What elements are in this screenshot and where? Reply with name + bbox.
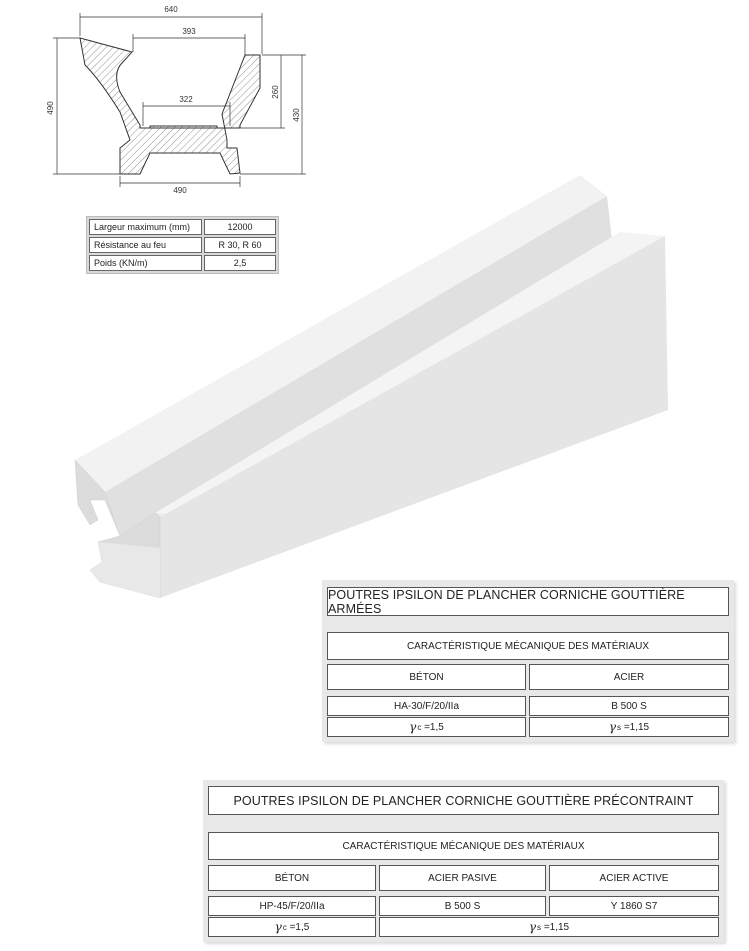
spec-value: 12000 xyxy=(204,219,276,235)
gamma-subscript: s xyxy=(617,722,622,732)
armees-col-acier: ACIER xyxy=(529,664,729,690)
dim-inner-bottom: 322 xyxy=(179,95,193,104)
spec-value: 2,5 xyxy=(204,255,276,271)
beam-illustration xyxy=(60,170,680,610)
gamma-subscript: c xyxy=(282,922,287,932)
gamma-symbol: γ xyxy=(409,720,417,734)
precontraint-title: POUTRES IPSILON DE PLANCHER CORNICHE GOUTTIÈRE PRÉCONTRAINT xyxy=(208,786,719,815)
armees-title: POUTRES IPSILON DE PLANCHER CORNICHE GOUTTIÈRE ARMÉES xyxy=(327,587,729,616)
precontraint-col-active: ACIER ACTIVE xyxy=(549,865,719,891)
gamma-subscript: s xyxy=(537,922,542,932)
gamma-subscript: c xyxy=(417,722,422,732)
precontraint-active-value: Y 1860 S7 xyxy=(549,896,719,916)
gamma-symbol: γ xyxy=(528,920,537,934)
gamma-symbol: γ xyxy=(274,920,282,934)
precontraint-header: CARACTÉRISTIQUE MÉCANIQUE DES MATÉRIAUX xyxy=(208,832,719,860)
precontraint-beton-value: HP-45/F/20/IIa xyxy=(208,896,376,916)
dim-top-width: 640 xyxy=(164,5,178,14)
dim-height-left: 490 xyxy=(46,101,55,115)
dim-height-right: 430 xyxy=(292,108,301,122)
precontraint-gamma-c xyxy=(208,917,376,937)
armees-beton-value: HA-30/F/20/IIa xyxy=(327,696,526,716)
spec-label: Poids (KN/m) xyxy=(89,255,202,271)
gamma-value: =1,5 xyxy=(424,721,444,733)
armees-gamma-s xyxy=(529,717,729,737)
gamma-value: =1,15 xyxy=(543,921,570,933)
precontraint-col-beton: BÉTON xyxy=(208,865,376,891)
gamma-value: =1,5 xyxy=(289,921,310,933)
spec-label: Résistance au feu xyxy=(89,237,202,253)
precontraint-pasive-value: B 500 S xyxy=(379,896,546,916)
armees-header: CARACTÉRISTIQUE MÉCANIQUE DES MATÉRIAUX xyxy=(327,632,729,660)
gamma-value: =1,15 xyxy=(623,721,650,733)
dim-inner-top: 393 xyxy=(182,27,196,36)
armees-col-beton: BÉTON xyxy=(327,664,526,690)
armees-gamma-c xyxy=(327,717,526,737)
gamma-symbol: γ xyxy=(608,720,617,734)
spec-label: Largeur maximum (mm) xyxy=(89,219,202,235)
spec-value: R 30, R 60 xyxy=(204,237,276,253)
armees-acier-value: B 500 S xyxy=(529,696,729,716)
precontraint-col-pasive: ACIER PASIVE xyxy=(379,865,546,891)
dim-base-width: 490 xyxy=(173,186,187,195)
precontraint-gamma-s xyxy=(379,917,719,937)
dim-height-inner: 260 xyxy=(271,85,280,99)
